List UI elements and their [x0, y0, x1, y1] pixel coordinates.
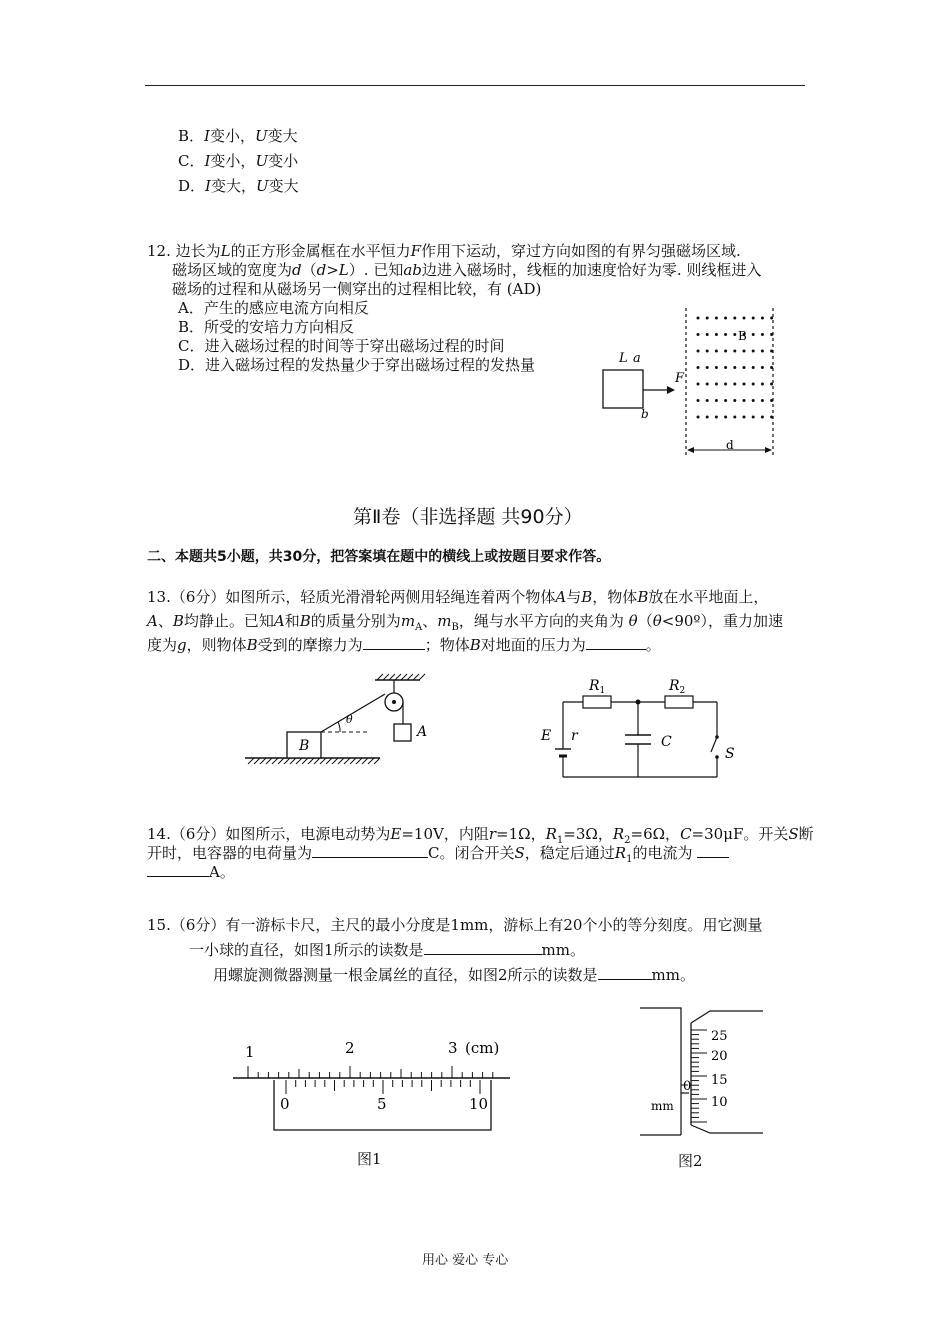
field-dots [697, 317, 774, 419]
circuit-diagram [535, 672, 745, 787]
resistor-R1 [583, 696, 611, 708]
field-dot [752, 399, 755, 402]
field-dot [733, 416, 736, 419]
q12-option-a: A．产生的感应电流方向相反 [178, 299, 369, 317]
resistor-R2 [665, 696, 693, 708]
q14-line3: A。 [147, 862, 235, 882]
figure1-caption: 图1 [357, 1150, 382, 1168]
field-dot [724, 383, 727, 386]
field-dot [743, 399, 746, 402]
hatch-line [350, 758, 356, 764]
field-dot [697, 416, 700, 419]
q11-option-b: B．I变小，U变大 [178, 127, 298, 145]
label-R1: $R_1$ [589, 678, 606, 696]
q13-line3: 度为g，则物体B受到的摩擦力为 ；物体B对地面的压力为 。 [147, 636, 661, 654]
thimble-label-20: 20 [711, 1049, 728, 1064]
q11-option-c: C．I变小，U变小 [178, 152, 299, 170]
pulley-figure [240, 672, 440, 767]
field-dot [743, 416, 746, 419]
part2-title: 第Ⅱ卷（非选择题 共90分） [353, 506, 583, 528]
hatch-line [308, 758, 314, 764]
label-block-A: A [417, 724, 428, 740]
ground-hatch [248, 758, 380, 764]
q13-line2: A、B均静止。已知A和B的质量分别为$m_A$、$m_B$，绳与水平方向的夹角为 θ（θ<90º），重力加速 [147, 612, 783, 633]
hatch-line [272, 758, 278, 764]
pulley-axle [392, 700, 396, 704]
q15-line1: 15.（6分）有一游标卡尺，主尺的最小分度是1mm，游标上有20个小的等分刻度。用它测量 [147, 916, 763, 934]
hatch-line [356, 758, 362, 764]
label-F: F [675, 371, 685, 386]
field-dot [752, 350, 755, 353]
field-dot [706, 350, 709, 353]
label-b: b [641, 407, 649, 421]
label-C: C [661, 734, 672, 750]
vernier-label-0: 0 [280, 1095, 290, 1113]
label-r: r [571, 728, 578, 744]
vernier-label-10: 10 [469, 1095, 489, 1113]
field-dot [697, 366, 700, 369]
q12-option-c: C．进入磁场过程的时间等于穿出磁场过程的时间 [178, 337, 505, 355]
dim-arrow-left [687, 447, 694, 453]
field-dot [706, 383, 709, 386]
field-dot [706, 399, 709, 402]
vernier-caliper-figure [225, 1035, 515, 1135]
field-dot [733, 333, 736, 336]
hatch-line [248, 758, 254, 764]
field-dot [724, 317, 727, 320]
hatch-line [413, 674, 419, 680]
field-dot [697, 317, 700, 320]
header-rule [145, 85, 805, 86]
square-frame [603, 370, 643, 408]
hatch-line [374, 758, 380, 764]
label-theta: θ [346, 713, 353, 726]
q13-line1: 13.（6分）如图所示，轻质光滑滑轮两侧用轻绳连着两个物体A与B，物体B放在水平地面上， [147, 588, 769, 606]
field-dot [715, 399, 718, 402]
field-dot [724, 416, 727, 419]
hatch-line [419, 674, 425, 680]
label-B: B [738, 329, 747, 343]
hatch-line [389, 674, 395, 680]
main-label-2: 2 [345, 1039, 355, 1057]
field-dot [706, 366, 709, 369]
force-arrowhead [667, 386, 675, 394]
magnetic-field-figure [595, 300, 785, 460]
hatch-line [296, 758, 302, 764]
ceiling-hatch [377, 674, 425, 680]
thimble-label-10: 10 [711, 1095, 728, 1110]
label-L: L [619, 351, 628, 366]
field-dot [752, 317, 755, 320]
field-dot [715, 366, 718, 369]
field-dot [706, 416, 709, 419]
label-E: E [541, 728, 552, 744]
unit-mm: mm [651, 1099, 674, 1113]
page-footer: 用心 爱心 专心 [422, 1253, 509, 1268]
dim-arrow-right [765, 447, 772, 453]
hatch-line [338, 758, 344, 764]
thimble-label-15: 15 [711, 1073, 728, 1088]
field-dot [752, 366, 755, 369]
field-dot [706, 317, 709, 320]
field-dot [752, 383, 755, 386]
switch-blade [711, 737, 717, 752]
field-dot [715, 350, 718, 353]
field-dot [715, 416, 718, 419]
q13-blank-pressure[interactable] [586, 635, 646, 650]
hatch-line [314, 758, 320, 764]
field-dot [697, 399, 700, 402]
field-dot [743, 366, 746, 369]
field-dot [770, 366, 773, 369]
field-dot [724, 399, 727, 402]
thimble-bottom [691, 1125, 763, 1133]
field-dot [733, 317, 736, 320]
field-dot [770, 416, 773, 419]
field-dot [761, 350, 764, 353]
hatch-line [377, 674, 383, 680]
field-dot [743, 350, 746, 353]
field-dot [697, 350, 700, 353]
field-dot [761, 416, 764, 419]
main-scale-ticks [248, 1066, 493, 1078]
field-dot [743, 383, 746, 386]
section2-heading: 二、本题共5小题，共30分，把答案填在题中的横线上或按题目要求作答。 [147, 549, 611, 565]
switch-contact-top [715, 735, 719, 739]
field-dot [761, 333, 764, 336]
field-dot [743, 317, 746, 320]
hatch-line [395, 674, 401, 680]
q12-line1: 12. 边长为L的正方形金属框在水平恒力F作用下运动，穿过方向如图的有界匀强磁场区域. [147, 242, 741, 260]
q14-blank-current-2[interactable] [147, 862, 209, 877]
hatch-line [302, 758, 308, 764]
q15-line3: 用螺旋测微器测量一根金属丝的直径，如图2所示的读数是 mm。 [213, 966, 695, 984]
hatch-line [368, 758, 374, 764]
hatch-line [284, 758, 290, 764]
q15-blank-caliper[interactable] [424, 940, 542, 955]
field-dot [724, 333, 727, 336]
label-d: d [726, 438, 734, 452]
field-dot [761, 366, 764, 369]
q11-option-d: D．I变大，U变大 [178, 177, 299, 195]
rope-slanted [321, 694, 385, 732]
field-dot [706, 333, 709, 336]
field-dot [733, 399, 736, 402]
field-dot [724, 350, 727, 353]
q14-line2: 开时，电容器的电荷量为 C。闭合开关S，稳定后通过$R_1$的电流为 [147, 843, 729, 870]
field-dot [724, 366, 727, 369]
q12-option-d: D．进入磁场过程的发热量少于穿出磁场过程的发热量 [178, 356, 536, 374]
main-label-1: 1 [245, 1043, 255, 1061]
hatch-line [260, 758, 266, 764]
hatch-line [344, 758, 350, 764]
q14-line1: 14.（6分）如图所示，电源电动势为E=10V，内阻r=1Ω，$R_1=3\Omega$，$R_2=6\Omega$，C=30μF。开关S断 [147, 825, 814, 846]
q12-line3: 磁场的过程和从磁场另一侧穿出的过程相比较，有 (AD) [172, 280, 542, 298]
field-dot [770, 333, 773, 336]
q13-blank-friction[interactable] [363, 635, 425, 650]
q15-blank-micrometer[interactable] [598, 965, 652, 980]
field-dot [733, 366, 736, 369]
block-A [394, 724, 411, 741]
q14-blank-current-1[interactable] [697, 843, 729, 858]
field-dot [752, 416, 755, 419]
hatch-line [407, 674, 413, 680]
field-dot [697, 383, 700, 386]
hatch-line [320, 758, 326, 764]
angle-arc [338, 722, 340, 732]
hatch-line [278, 758, 284, 764]
hatch-line [254, 758, 260, 764]
q15-line2: 一小球的直径，如图1所示的读数是 mm。 [189, 941, 585, 959]
field-dot [761, 383, 764, 386]
vernier-label-5: 5 [377, 1095, 387, 1113]
thimble-label-25: 25 [711, 1029, 728, 1044]
hatch-line [401, 674, 407, 680]
sleeve-zero: 0 [683, 1079, 692, 1094]
vernier-ticks [286, 1080, 480, 1094]
label-S: S [725, 746, 735, 762]
q12-line2: 磁场区域的宽度为d（d>L）. 已知ab边进入磁场时，线框的加速度恰好为零. 则线框进入 [172, 261, 762, 279]
hatch-line [290, 758, 296, 764]
field-dot [715, 317, 718, 320]
field-dot [761, 317, 764, 320]
micrometer-figure [635, 1005, 770, 1140]
label-block-B: B [299, 738, 310, 754]
hatch-line [326, 758, 332, 764]
field-dot [761, 399, 764, 402]
thimble-top [691, 1011, 763, 1023]
field-dot [770, 399, 773, 402]
field-dot [733, 350, 736, 353]
hatch-line [266, 758, 272, 764]
figure2-caption: 图2 [678, 1152, 703, 1170]
field-dot [715, 333, 718, 336]
label-a: a [633, 351, 641, 366]
hatch-line [362, 758, 368, 764]
field-dot [733, 383, 736, 386]
thimble-ticks [691, 1030, 707, 1122]
field-dot [770, 383, 773, 386]
field-dot [770, 350, 773, 353]
field-dot [697, 333, 700, 336]
main-label-3: 3 [448, 1039, 458, 1057]
q12-option-b: B．所受的安培力方向相反 [178, 318, 355, 336]
hatch-line [383, 674, 389, 680]
field-dot [770, 317, 773, 320]
field-dot [715, 383, 718, 386]
hatch-line [332, 758, 338, 764]
unit-cm: (cm) [465, 1039, 500, 1057]
frame-left [640, 1008, 681, 1135]
label-R2: $R_2$ [669, 678, 686, 696]
field-dot [752, 333, 755, 336]
q14-blank-charge[interactable] [312, 843, 428, 858]
